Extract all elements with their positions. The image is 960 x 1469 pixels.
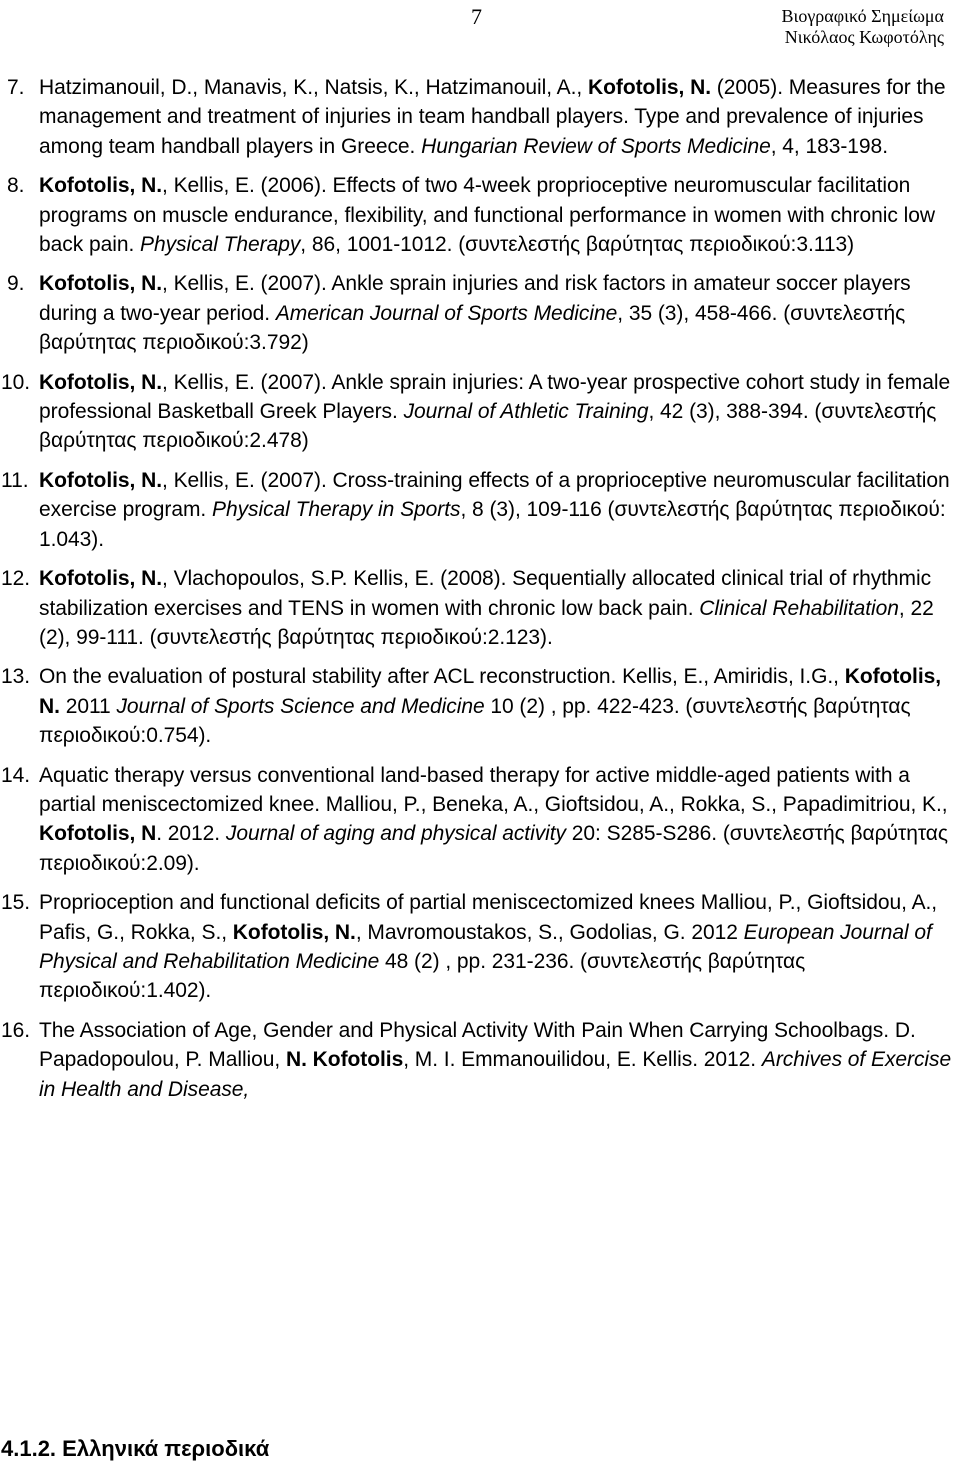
reference-title: , Kellis, E. (2007). Cross-training effects of a proprioceptive neuromuscular facilitation exercise program.: [39, 468, 950, 522]
reference-journal: European Journal of Physical and Rehabilitation Medicine: [39, 920, 932, 973]
reference-year: . 2012.: [156, 822, 226, 846]
reference-number: 15.: [1, 891, 31, 915]
reference-author-highlight: Kofotolis, N.: [39, 370, 163, 394]
reference-list: [0, 73, 960, 1114]
reference-item: [0, 466, 960, 554]
header-doc-title: Βιογραφικό Σημείωμα: [781, 6, 944, 26]
reference-number: 8.: [7, 174, 25, 198]
reference-item: [0, 73, 960, 161]
reference-details: , 8 (3), 109-116 (συντελεστής βαρύτητας περιοδικού: 1.043).: [39, 498, 946, 551]
reference-title: , Kellis, E. (2007). Ankle sprain injuries and risk factors in amateur soccer players during a two-year period.: [39, 272, 911, 325]
reference-authors: , M. I. Emmanouilidou, E. Kellis. 2012.: [403, 1048, 762, 1072]
reference-details: , 35 (3), 458-466. (συντελεστής βαρύτητας περιοδικού:3.792): [39, 301, 906, 355]
reference-title: Proprioception and functional deficits of partial meniscectomized knees Malliou, P., Gioftsidou, A., Pafis, G., Rokka, S.,: [39, 891, 938, 944]
reference-details: , 22 (2), 99-111. (συντελεστής βαρύτητας περιοδικού:2.123).: [39, 596, 934, 649]
reference-journal: Clinical Rehabilitation: [699, 596, 899, 620]
reference-item: [0, 171, 960, 259]
reference-details: 10 (2) , pp. 422-423. (συντελεστής βαρύτητας περιοδικού:0.754).: [39, 694, 911, 748]
reference-number: 12.: [1, 567, 31, 591]
reference-details: , 86, 1001-1012. (συντελεστής βαρύτητας περιοδικού:3.113): [300, 233, 855, 257]
reference-authors: Hatzimanouil, D., Manavis, K., Natsis, K., Hatzimanouil, A.,: [39, 76, 588, 99]
reference-author-highlight: Kofotolis, N.: [39, 665, 942, 718]
reference-number: 14.: [1, 763, 31, 787]
reference-item: [0, 1016, 960, 1104]
running-header: [782, 6, 945, 48]
reference-authors: , Mavromoustakos, S., Godolias, G. 2012: [355, 920, 744, 944]
reference-author-highlight: Kofotolis, N.: [39, 567, 163, 591]
reference-item: [0, 662, 960, 750]
reference-author-highlight: N. Kofotolis: [286, 1048, 404, 1072]
reference-journal: American Journal of Sports Medicine: [275, 301, 618, 325]
reference-item: [0, 888, 960, 1006]
reference-journal: Physical Therapy in Sports: [212, 498, 461, 522]
reference-journal: Archives of Exercise in Health and Disease,: [39, 1048, 952, 1101]
reference-author-highlight: Kofotolis, N.: [587, 76, 711, 99]
reference-title: The Association of Age, Gender and Physical Activity With Pain When Carrying Schoolbags. D. Papadopoulou, P. Malliou,: [39, 1018, 916, 1072]
reference-title: , Vlachopoulos, S.P. Kellis, E. (2008). Sequentially allocated clinical trial of rhythmic stabilization exercises and TENS in women with chronic low back pain.: [39, 567, 932, 620]
reference-number: 9.: [7, 272, 25, 296]
reference-author-highlight: Kofotolis, N.: [39, 468, 163, 492]
reference-title: On the evaluation of postural stability after ACL reconstruction. Kellis, E., Amiridis, I.G.,: [39, 665, 845, 689]
reference-details: , 42 (3), 388-394. (συντελεστής βαρύτητας περιοδικού:2.478): [39, 400, 937, 453]
reference-author-highlight: Kofotolis, N: [39, 822, 157, 846]
reference-details: 48 (2) , pp. 231-236. (συντελεστής βαρύτητας περιοδικού:1.402).: [39, 949, 806, 1003]
header-author: Νικόλαος Κωφοτόλης: [784, 27, 944, 47]
reference-author-highlight: Kofotolis, N.: [39, 174, 163, 198]
reference-title: Aquatic therapy versus conventional land-based therapy for active middle-aged patients with a partial meniscectomized knee. Malliou, P., Beneka, A., Gioftsidou, A., Rokka, S., Papadimitriou, K.,: [39, 763, 948, 816]
reference-journal: Journal of Sports Science and Medicine: [116, 694, 485, 718]
reference-author-highlight: Kofotolis, N.: [39, 272, 163, 296]
reference-title: (2005). Measures for the management and treatment of injuries in team handball players. Type and prevalence of injuries among team handball players in Greece.: [39, 76, 946, 158]
reference-title: , Kellis, E. (2006). Effects of two 4-week proprioceptive neuromuscular facilitation programs on muscle endurance, flexibility, and functional performance in women with chronic low back pain.: [39, 174, 935, 257]
page-number: 7: [471, 4, 482, 29]
reference-number: 10.: [1, 370, 31, 394]
reference-number: 13.: [1, 665, 31, 689]
reference-item: [0, 761, 960, 879]
reference-details: , 4, 183-198.: [770, 134, 888, 158]
section-heading: 4.1.2. Ελληνικά περιοδικά: [1, 1436, 270, 1461]
reference-journal: Hungarian Review of Sports Medicine: [421, 134, 771, 158]
reference-item: [0, 368, 960, 456]
reference-year: 2011: [59, 694, 117, 718]
reference-journal: Physical Therapy: [140, 233, 301, 257]
reference-journal: Journal of aging and physical activity: [225, 822, 567, 846]
reference-number: 7.: [7, 76, 25, 99]
reference-number: 11.: [1, 468, 29, 492]
reference-item: [0, 269, 960, 357]
reference-title: , Kellis, E. (2007). Ankle sprain injuries: A two-year prospective cohort study in female professional Basketball Greek Players.: [39, 370, 951, 424]
reference-item: [0, 564, 960, 652]
reference-details: 20: S285-S286. (συντελεστής βαρύτητας περιοδικού:2.09).: [39, 822, 948, 875]
reference-journal: Journal of Athletic Training: [403, 400, 649, 424]
reference-author-highlight: Kofotolis, N.: [232, 920, 356, 944]
reference-number: 16.: [1, 1018, 31, 1042]
